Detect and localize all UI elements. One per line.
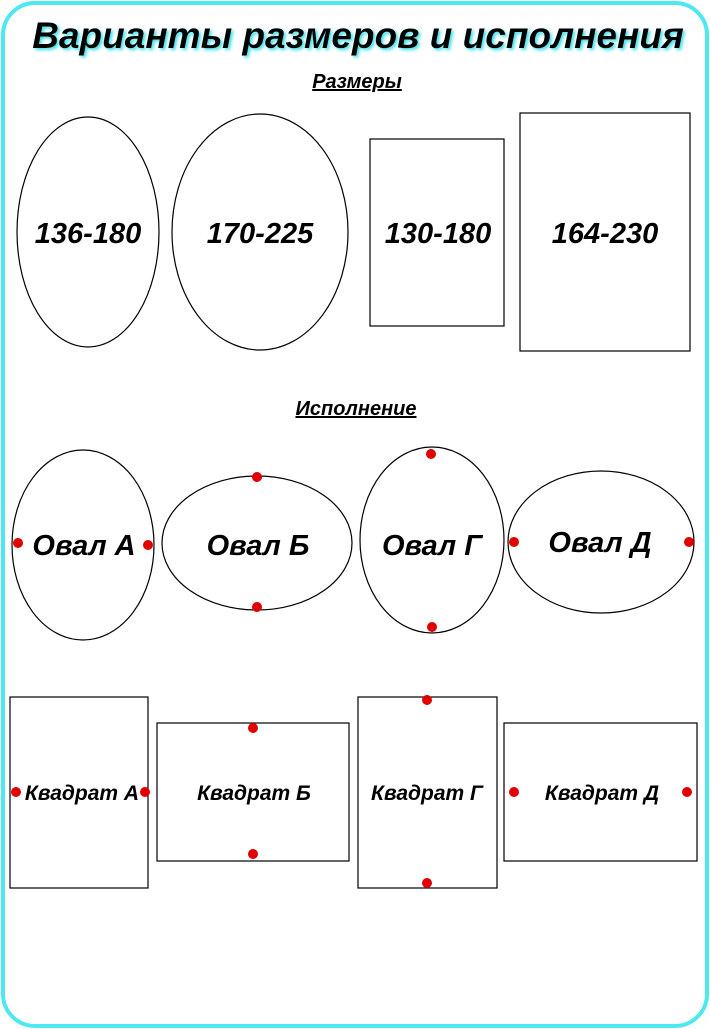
oval-label: Овал Б [206,530,310,562]
sizes-heading: Размеры [312,71,402,93]
marker-dot [13,538,23,548]
marker-dot [252,472,262,482]
square-label: Квадрат Б [197,782,311,805]
marker-dot [422,878,432,888]
size-label: 130-180 [384,218,492,250]
oval-label: Овал Д [548,527,652,559]
marker-dot [422,695,432,705]
oval-label: Овал Г [381,530,483,562]
marker-dot [140,787,150,797]
marker-dot [682,787,692,797]
square-label: Квадрат Г [371,782,483,805]
size-label: 164-230 [551,218,659,250]
marker-dot [684,537,694,547]
marker-dot [252,602,262,612]
marker-dot [509,537,519,547]
marker-dot [427,622,437,632]
page-title: Варианты размеров и исполнения [32,15,684,56]
marker-dot [11,787,21,797]
marker-dot [509,787,519,797]
marker-dot [248,723,258,733]
square-label: Квадрат Д [544,782,660,805]
variants-heading: Исполнение [295,398,417,420]
marker-dot [248,849,258,859]
size-label: 136-180 [34,218,142,250]
square-label: Квадрат А [24,782,140,805]
marker-dot [143,540,153,550]
oval-label: Овал А [32,530,136,562]
size-label: 170-225 [206,218,314,250]
marker-dot [426,449,436,459]
